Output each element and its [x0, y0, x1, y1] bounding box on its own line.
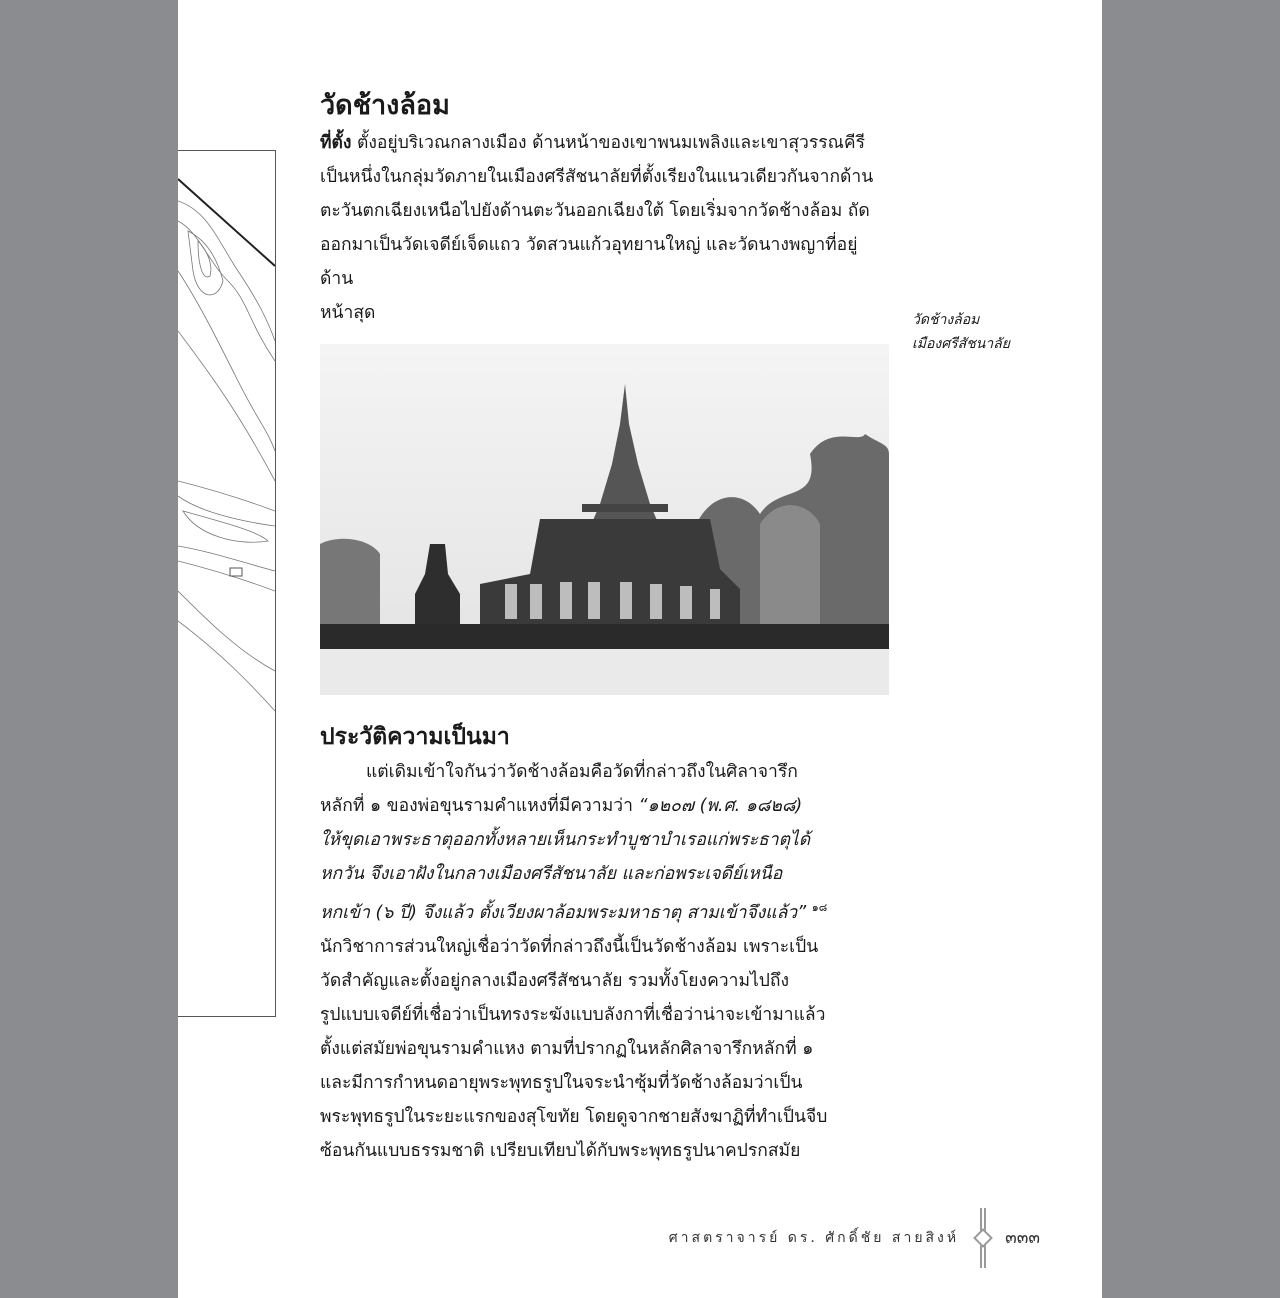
- history-paragraph: [320, 755, 890, 1168]
- text-line: รูปแบบเจดีย์ที่เชื่อว่าเป็นทรงระฆังแบบลังกาที่เชื่อว่าน่าจะเข้ามาแล้ว: [320, 1004, 826, 1025]
- text-line: ออกมาเป็นวัดเจดีย์เจ็ดแถว วัดสวนแก้วอุทยานใหญ่ และวัดนางพญาที่อยู่ด้าน: [320, 235, 858, 289]
- history-heading: ประวัติความเป็นมา: [320, 724, 510, 750]
- text-line: พระพุทธรูปในระยะแรกของสุโขทัย โดยดูจากชายสังฆาฏิที่ทำเป็นจีบ: [320, 1106, 828, 1127]
- quote-line: หกเข้า (๖ ปี) จึงแล้ว ตั้งเวียงผาล้อมพระมหาธาตุ สามเข้าจึงแล้ว” $^{๑๘}$: [320, 901, 828, 923]
- caption-line: เมืองศรีสัชนาลัย: [912, 336, 1010, 352]
- text-line: และมีการกำหนดอายุพระพุทธรูปในจระนำซุ้มที่วัดช้างล้อมว่าเป็น: [320, 1072, 803, 1093]
- quote: “๑๒๐๗ (พ.ศ. ๑๘๒๘): [638, 796, 803, 816]
- text-line: ตะวันตกเฉียงเหนือไปยังด้านตะวันออกเฉียงใต้ โดยเริ่มจากวัดช้างล้อม ถัด: [320, 201, 870, 221]
- site-map-fragment: [178, 150, 276, 1017]
- text-line: ที่ตั้ง ตั้งอยู่บริเวณกลางเมือง ด้านหน้าของเขาพนมเพลิงและเขาสุวรรณคีรี: [320, 133, 865, 153]
- footer-author: ศาสตราจารย์ ดร. ศักดิ์ชัย สายสิงห์: [668, 1229, 960, 1246]
- text-line: แต่เดิมเข้าใจกันว่าวัดช้างล้อมคือวัดที่กล่าวถึงในศิลาจารึก: [366, 762, 798, 782]
- location-paragraph: [320, 126, 890, 330]
- text-line: นักวิชาการส่วนใหญ่เชื่อว่าวัดที่กล่าวถึงนี้เป็นวัดช้างล้อม เพราะเป็น: [320, 936, 819, 957]
- footer: [320, 1208, 1040, 1268]
- page: [178, 0, 1102, 1298]
- text-line: ซ้อนกันแบบธรรมชาติ เปรียบเทียบได้กับพระพุทธรูปนาคปรกสมัย: [320, 1140, 801, 1161]
- temple-photo: [320, 344, 889, 695]
- content-column: [320, 86, 1040, 1268]
- page-number: ๓๓๓: [1005, 1228, 1040, 1249]
- page-title: วัดช้างล้อม: [320, 90, 450, 121]
- footer-ornament: [971, 1208, 995, 1268]
- text-line: หน้าสุด: [320, 303, 376, 323]
- text-line: หลักที่ ๑ ของพ่อขุนรามคำแหงที่มีความว่า “๑๒๐๗ (พ.ศ. ๑๘๒๘): [320, 796, 803, 816]
- text-line: วัดสำคัญและตั้งอยู่กลางเมืองศรีสัชนาลัย รวมทั้งโยงความไปถึง: [320, 970, 790, 991]
- diamond-ornament-icon: [973, 1228, 993, 1248]
- caption-line: วัดช้างล้อม: [912, 312, 980, 328]
- footnote-ref[interactable]: ๑๘: [811, 901, 828, 914]
- location-label: ที่ตั้ง: [320, 133, 352, 153]
- quote-line: ให้ขุดเอาพระธาตุออกทั้งหลายเห็นกระทำบูชาบำเรอแก่พระธาตุได้: [320, 830, 811, 850]
- quote-line: หกวัน จึงเอาฝังในกลางเมืองศรีสัชนาลัย และก่อพระเจดีย์เหนือ: [320, 864, 783, 884]
- photo-caption: [912, 308, 1010, 356]
- text-line: เป็นหนึ่งในกลุ่มวัดภายในเมืองศรีสัชนาลัยที่ตั้งเรียงในแนวเดียวกันจากด้าน: [320, 167, 874, 187]
- text-line: ตั้งแต่สมัยพ่อขุนรามคำแหง ตามที่ปรากฏในหลักศิลาจารึกหลักที่ ๑: [320, 1038, 814, 1059]
